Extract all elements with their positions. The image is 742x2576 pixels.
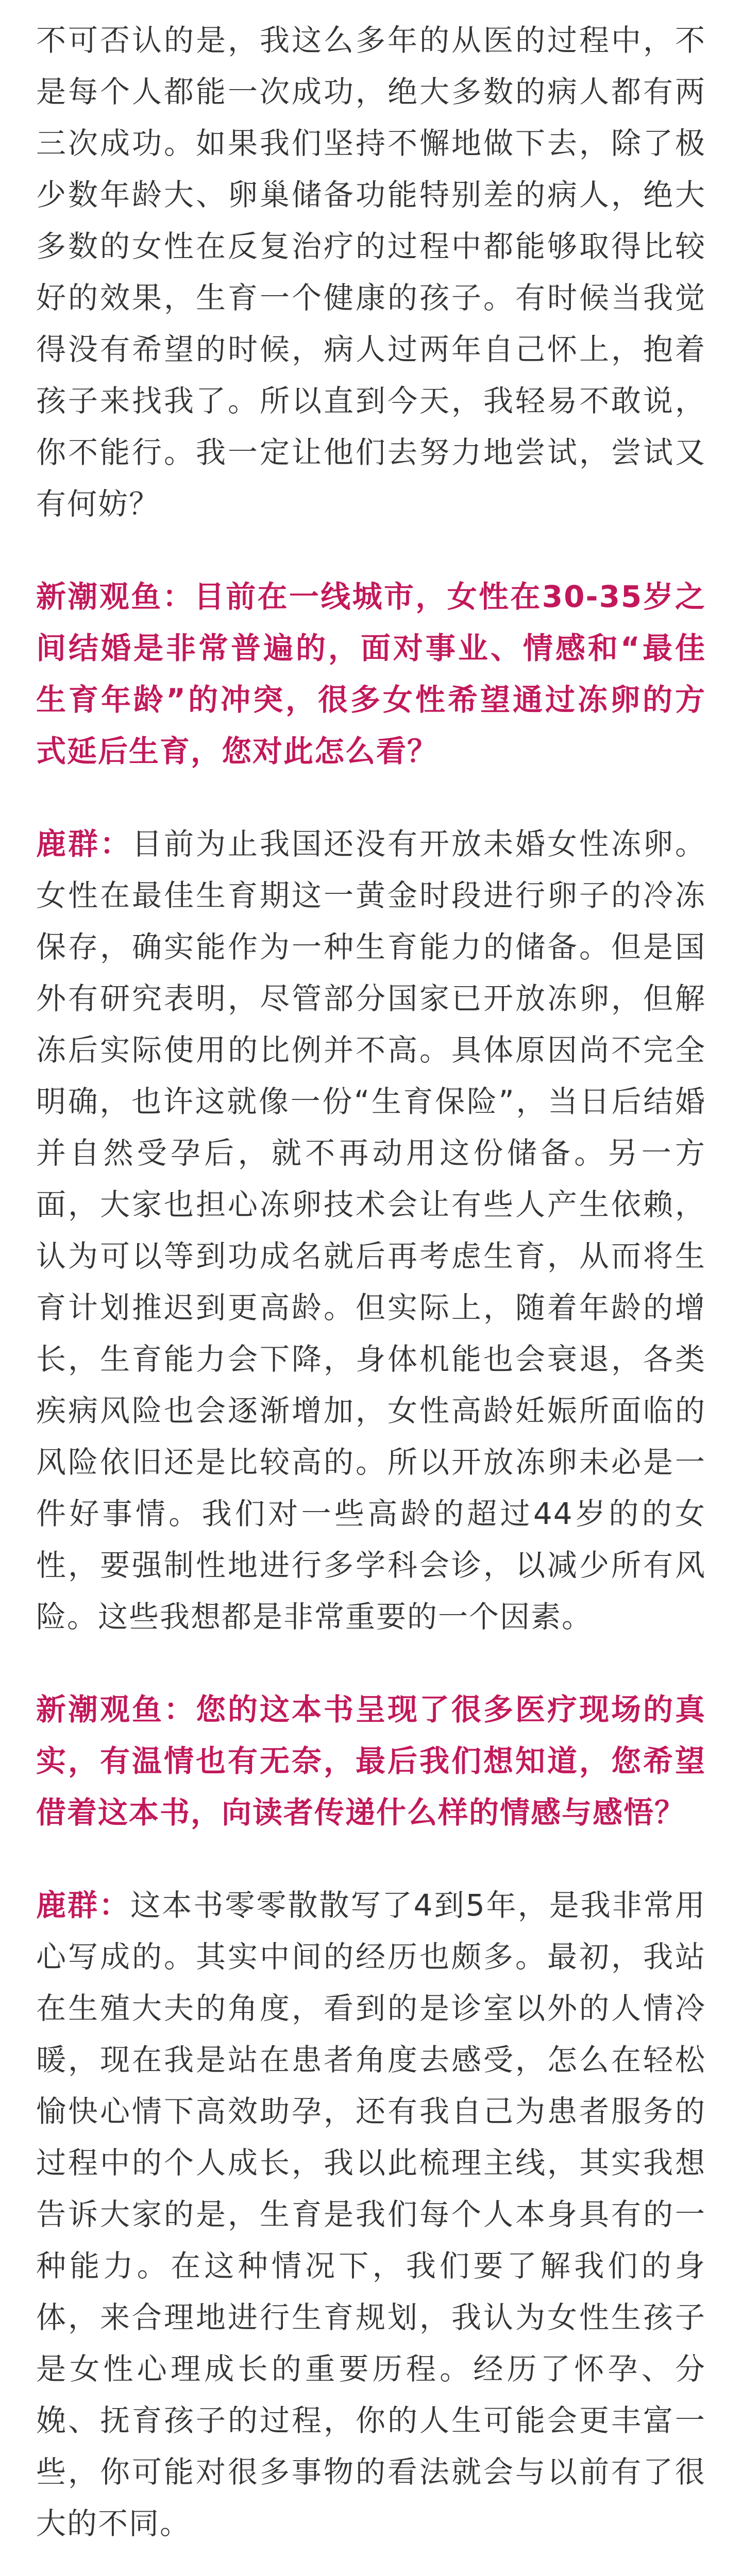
question-paragraph-1: 新潮观鱼：目前在一线城市，女性在30-35岁之间结婚是非常普遍的，面对事业、情感和“最佳生育年龄”的冲突，很多女性希望通过冻卵的方式延后生育，您对此怎么看？ (36, 579, 706, 769)
answer-speaker: 鹿群： (36, 1888, 131, 1923)
intro-paragraph: 不可否认的是，我这么多年的从医的过程中，不是每个人都能一次成功，绝大多数的病人都有两三次成功。如果我们坚持不懈地做下去，除了极少数年龄大、卵巢储备功能特别差的病人，绝大多数的女性在反复治疗的过程中都能够取得比较好的效果，生育一个健康的孩子。有时候当我觉得没有希望的时候，病人过两年自己怀上，抱着孩子来找我了。所以直到今天，我轻易不敢说，你不能行。我一定让他们去努力地尝试，尝试又有何妨？ (36, 23, 706, 521)
answer-text: 这本书零零散散写了4到5年，是我非常用心写成的。其实中间的经历也颇多。最初，我站在生殖大夫的角度，看到的是诊室以外的人情冷暖，现在我是站在患者角度去感受，怎么在轻松愉快心情下高效助孕，还有我自己为患者服务的过程中的个人成长，我以此梳理主线，其实我想告诉大家的是，生育是我们每个人本身具有的一种能力。在这种情况下，我们要了解我们的身体，来合理地进行生育规划，我认为女性生孩子是女性心理成长的重要历程。经历了怀孕、分娩、抚育孩子的过程，你的人生可能会更丰富一些，你可能对很多事物的看法就会与以前有了很大的不同。 (36, 1888, 706, 2541)
answer-text: 目前为止我国还没有开放未婚女性冻卵。女性在最佳生育期这一黄金时段进行卵子的冷冻保存，确实能作为一种生育能力的储备。但是国外有研究表明，尽管部分国家已开放冻卵，但解冻后实际使用的比例并不高。具体原因尚不完全明确，也许这就像一份“生育保险”，当日后结婚并自然受孕后，就不再动用这份储备。另一方面，大家也担心冻卵技术会让有些人产生依赖，认为可以等到功成名就后再考虑生育，从而将生育计划推迟到更高龄。但实际上，随着年龄的增长，生育能力会下降，身体机能也会衰退，各类疾病风险也会逐渐增加，女性高龄妊娠所面临的风险依旧还是比较高的。所以开放冻卵未必是一件好事情。我们对一些高龄的超过44岁的的女性，要强制性地进行多学科会诊，以减少所有风险。这些我想都是非常重要的一个因素。 (36, 826, 706, 1634)
answer-paragraph-2 (36, 1879, 706, 2549)
question-paragraph-2: 新潮观鱼：您的这本书呈现了很多医疗现场的真实，有温情也有无奈，最后我们想知道，您希望借着这本书，向读者传递什么样的情感与感悟？ (36, 1692, 706, 1830)
answer-speaker: 鹿群： (36, 826, 132, 861)
answer-paragraph-1 (36, 818, 706, 1642)
article-body (36, 14, 706, 2576)
